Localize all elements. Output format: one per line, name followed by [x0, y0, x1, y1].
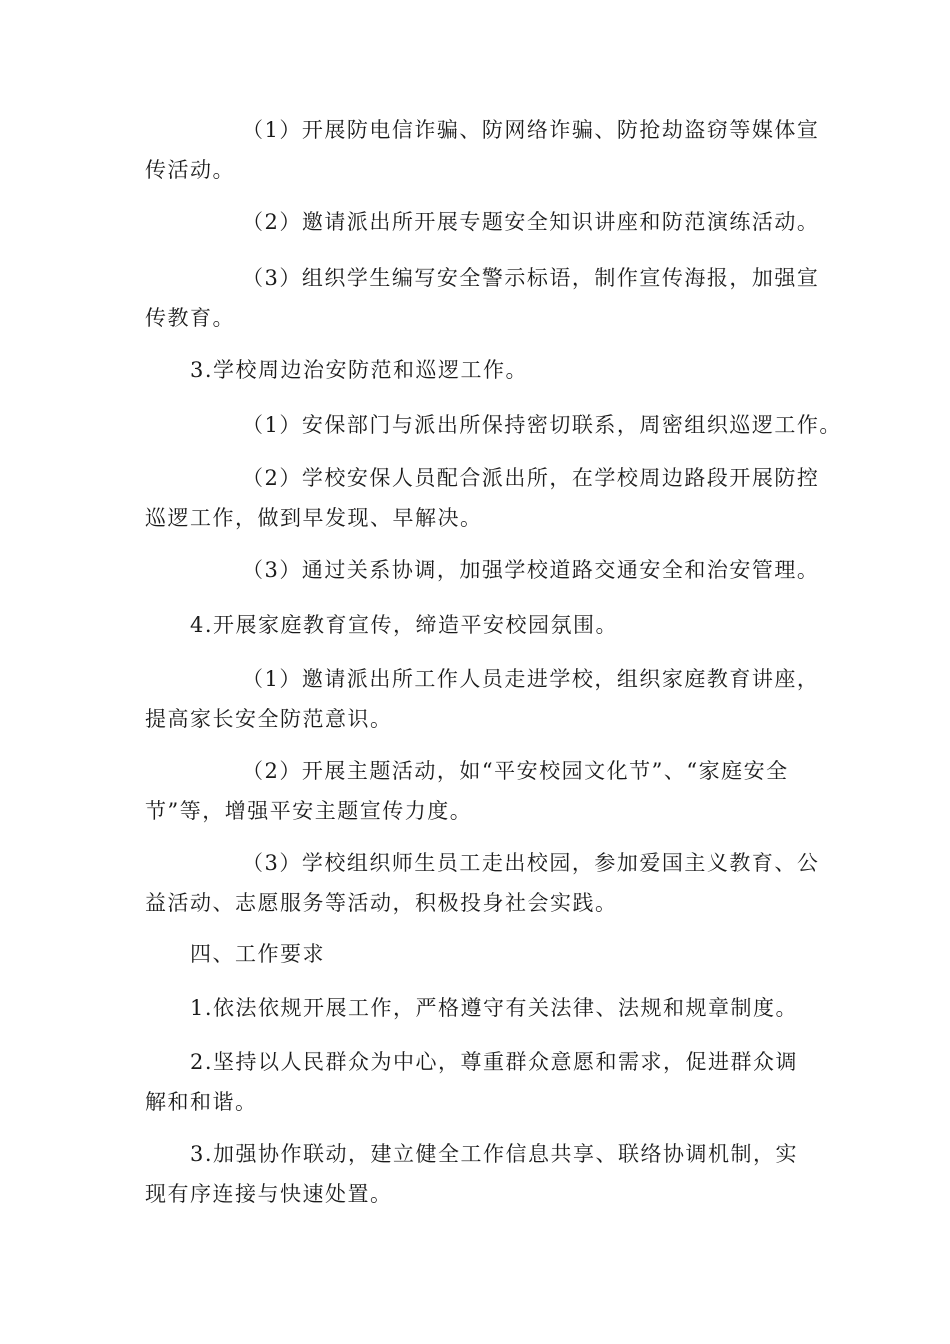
- paragraph: [190, 988, 798, 1028]
- paragraph: [145, 458, 819, 538]
- paragraph: [242, 550, 819, 590]
- paragraph: [145, 1134, 798, 1214]
- paragraph: [145, 843, 819, 923]
- paragraph-line: 益活动、志愿服务等活动，积极投身社会实践。: [145, 891, 618, 915]
- paragraph-line: 1.依法依规开展工作，严格遵守有关法律、法规和规章制度。: [190, 996, 799, 1020]
- section-heading: [190, 605, 618, 645]
- paragraph: [242, 202, 819, 242]
- paragraph-line: 传教育。: [145, 306, 235, 330]
- paragraph-line: 2.坚持以人民群众为中心，尊重群众意愿和需求，促进群众调: [190, 1050, 799, 1074]
- paragraph-line: 传活动。: [145, 158, 235, 182]
- paragraph-line: 4.开展家庭教育宣传，缔造平安校园氛围。: [190, 613, 619, 637]
- paragraph-line: 提高家长安全防范意识。: [145, 707, 393, 731]
- paragraph-line: （1）邀请派出所工作人员走进学校，组织家庭教育讲座，: [242, 667, 820, 691]
- section-heading: [190, 934, 325, 974]
- paragraph-line: 解和和谐。: [145, 1090, 258, 1114]
- paragraph-line: 节”等，增强平安主题宣传力度。: [145, 799, 473, 823]
- paragraph-line: （2）学校安保人员配合派出所，在学校周边路段开展防控: [242, 466, 820, 490]
- paragraph-line: 现有序连接与快速处置。: [145, 1182, 393, 1206]
- paragraph-line: 3.加强协作联动，建立健全工作信息共享、联络协调机制，实: [190, 1142, 799, 1166]
- paragraph-line: 巡逻工作，做到早发现、早解决。: [145, 506, 483, 530]
- paragraph-line: （3）学校组织师生员工走出校园，参加爱国主义教育、公: [242, 851, 820, 875]
- paragraph-line: （1）安保部门与派出所保持密切联系，周密组织巡逻工作。: [242, 413, 842, 437]
- paragraph-line: （3）通过关系协调，加强学校道路交通安全和治安管理。: [242, 558, 820, 582]
- paragraph-line: （2）邀请派出所开展专题安全知识讲座和防范演练活动。: [242, 210, 820, 234]
- paragraph: [145, 659, 819, 739]
- paragraph-line: （2）开展主题活动，如“平安校园文化节”、“家庭安全: [242, 759, 789, 783]
- paragraph: [145, 1042, 798, 1122]
- paragraph-line: 3.学校周边治安防范和巡逻工作。: [190, 358, 529, 382]
- paragraph-line: （3）组织学生编写安全警示标语，制作宣传海报，加强宣: [242, 266, 820, 290]
- paragraph: [242, 405, 842, 445]
- paragraph: [145, 110, 819, 190]
- paragraph-line: 四、工作要求: [190, 942, 325, 966]
- paragraph: [145, 258, 819, 338]
- paragraph: [145, 751, 789, 831]
- section-heading: [190, 350, 528, 390]
- paragraph-line: （1）开展防电信诈骗、防网络诈骗、防抢劫盗窃等媒体宣: [242, 118, 820, 142]
